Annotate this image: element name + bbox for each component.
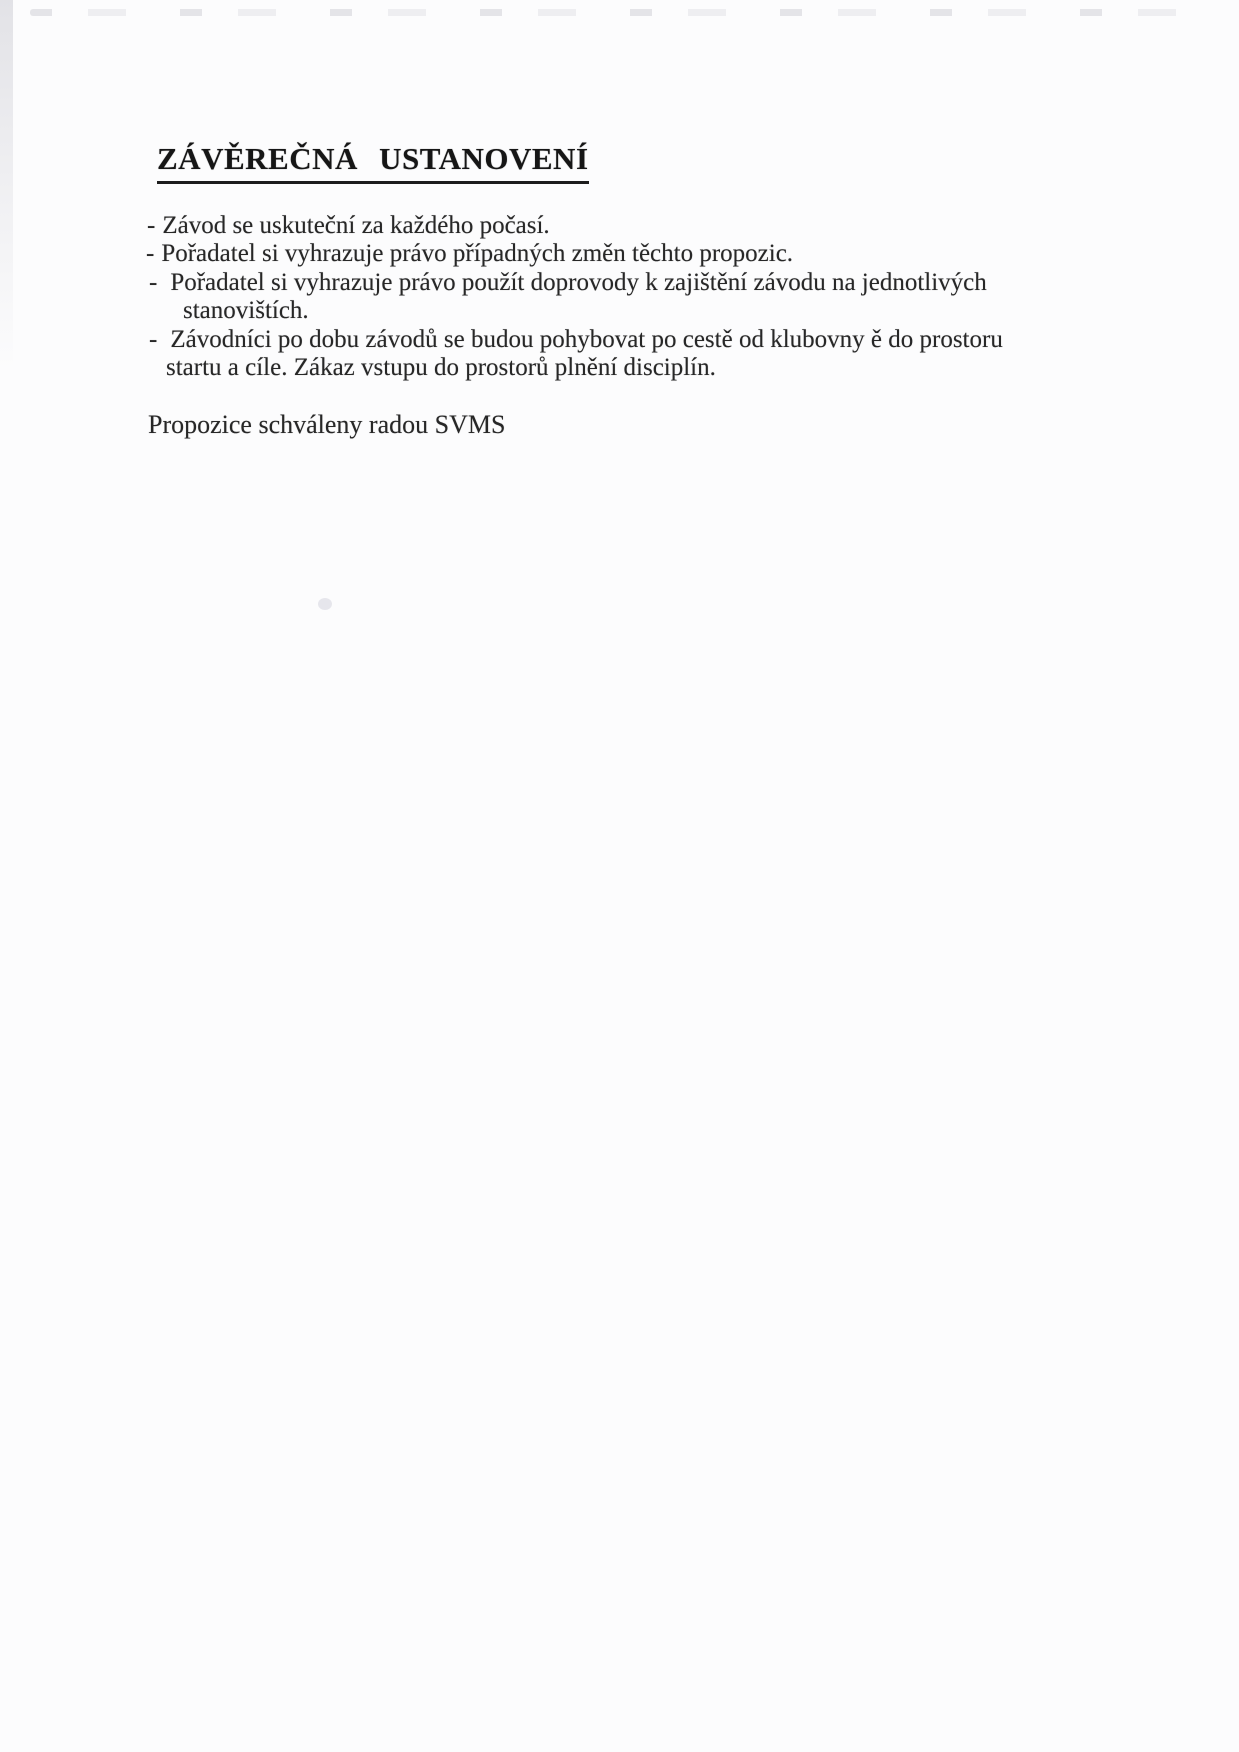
bullet-dash: - xyxy=(149,269,158,296)
bullet-line xyxy=(149,326,1003,354)
bullet-text: Závodníci po dobu závodů se budou pohybovat po cestě od klubovny ě do prostoru xyxy=(170,326,1003,353)
bullet-text: Závod se uskuteční za každého počasí. xyxy=(162,212,550,239)
scan-artifact-speck xyxy=(318,598,332,610)
bullet-dash: - xyxy=(149,326,158,353)
bullet-line xyxy=(146,240,793,268)
approval-note: Propozice schváleny radou SVMS xyxy=(148,410,506,439)
bullet-line xyxy=(149,269,987,297)
bullet-line xyxy=(147,212,550,240)
bullet-text: stanovištích. xyxy=(183,297,309,324)
bullet-dash: - xyxy=(146,240,155,267)
page-title: ZÁVĚREČNÁ USTANOVENÍ xyxy=(157,141,589,184)
bullet-dash: - xyxy=(147,212,156,239)
bullet-continuation-line xyxy=(166,354,716,382)
bullet-text: Pořadatel si vyhrazuje právo případných změn těchto propozic. xyxy=(161,240,794,267)
scan-artifact-top-edge xyxy=(30,9,1209,16)
bullet-text: Pořadatel si vyhrazuje právo použít doprovody k zajištění závodu na jednotlivých xyxy=(170,269,987,296)
scan-artifact-left-edge xyxy=(0,0,13,370)
bullet-text: startu a cíle. Zákaz vstupu do prostorů plnění disciplín. xyxy=(166,354,716,381)
bullet-continuation-line xyxy=(183,297,309,325)
